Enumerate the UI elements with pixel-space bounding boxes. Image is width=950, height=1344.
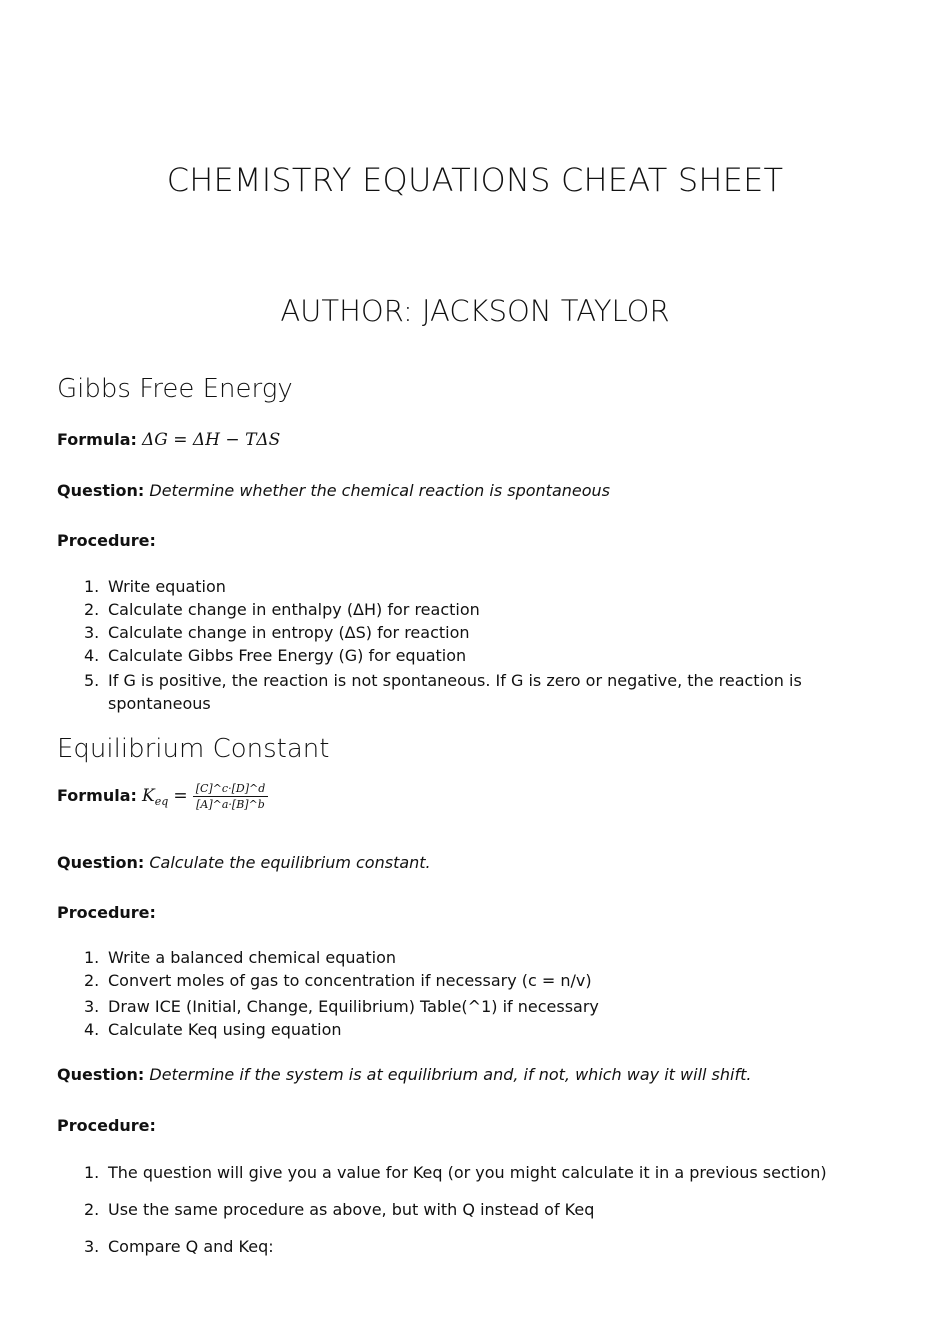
equilibrium-procedure-label-1: Procedure: bbox=[57, 903, 156, 922]
equilibrium-question-1: Calculate the equilibrium constant. bbox=[149, 853, 431, 872]
eq2-step-3: Compare Q and Keq: bbox=[108, 1237, 274, 1256]
formula-label: Formula: bbox=[57, 786, 137, 805]
keq-denominator: [A]^a·[B]^b bbox=[196, 798, 265, 811]
list-item: 4. Calculate Gibbs Free Energy (G) for equation bbox=[84, 646, 467, 665]
gibbs-step-2: Calculate change in enthalpy (ΔH) for reaction bbox=[108, 600, 480, 619]
equilibrium-question-2: Determine if the system is at equilibrium and, if not, which way it will shift. bbox=[149, 1065, 752, 1084]
question-label: Question: bbox=[57, 1065, 145, 1084]
document-author: AUTHOR: JACKSON TAYLOR bbox=[280, 294, 670, 328]
equilibrium-procedure-label-2: Procedure: bbox=[57, 1116, 156, 1135]
gibbs-procedure-label: Procedure: bbox=[57, 531, 156, 550]
gibbs-question: Determine whether the chemical reaction is spontaneous bbox=[149, 481, 610, 500]
question-label: Question: bbox=[57, 853, 145, 872]
gibbs-formula: ΔG = ΔH − TΔS bbox=[142, 430, 281, 450]
list-item: 1. Write a balanced chemical equation bbox=[84, 948, 396, 967]
equilibrium-question-line-1 bbox=[57, 853, 431, 872]
keq-fraction bbox=[193, 782, 269, 811]
equilibrium-question-line-2 bbox=[57, 1065, 751, 1084]
keq-numerator: [C]^c·[D]^d bbox=[193, 782, 269, 797]
eq-step-2: Convert moles of gas to concentration if necessary (c = n/v) bbox=[108, 971, 592, 990]
list-item: 3. Calculate change in entropy (ΔS) for reaction bbox=[84, 623, 470, 642]
formula-label: Formula: bbox=[57, 430, 137, 449]
list-item: 2. Use the same procedure as above, but with Q instead of Keq bbox=[84, 1200, 595, 1219]
section-heading-equilibrium: Equilibrium Constant bbox=[57, 734, 330, 764]
gibbs-question-line bbox=[57, 481, 610, 500]
question-label: Question: bbox=[57, 481, 145, 500]
list-item: 5. If G is positive, the reaction is not spontaneous. If G is zero or negative, the reaction is spontaneous bbox=[84, 671, 802, 713]
list-item: 3. Compare Q and Keq: bbox=[84, 1237, 274, 1256]
document-title: CHEMISTRY EQUATIONS CHEAT SHEET bbox=[166, 161, 784, 199]
list-item: 1. The question will give you a value for Keq (or you might calculate it in a previous section) bbox=[84, 1163, 827, 1182]
eq-step-3: Draw ICE (Initial, Change, Equilibrium) Table(^1) if necessary bbox=[108, 997, 599, 1016]
section-heading-gibbs: Gibbs Free Energy bbox=[57, 374, 293, 404]
list-item: 4. Calculate Keq using equation bbox=[84, 1020, 342, 1039]
gibbs-formula-line bbox=[57, 430, 280, 450]
list-item: 2. Calculate change in enthalpy (ΔH) for reaction bbox=[84, 600, 480, 619]
eq2-step-2: Use the same procedure as above, but with Q instead of Keq bbox=[108, 1200, 595, 1219]
list-item: 3. Draw ICE (Initial, Change, Equilibrium) Table(^1) if necessary bbox=[84, 997, 599, 1016]
eq2-step-1: The question will give you a value for Keq (or you might calculate it in a previous section) bbox=[108, 1163, 827, 1182]
gibbs-step-4: Calculate Gibbs Free Energy (G) for equation bbox=[108, 646, 467, 665]
keq-symbol: K bbox=[142, 786, 155, 806]
gibbs-step-1: Write equation bbox=[108, 577, 226, 596]
list-item: 2. Convert moles of gas to concentration if necessary (c = n/v) bbox=[84, 971, 592, 990]
gibbs-step-5: If G is positive, the reaction is not spontaneous. If G is zero or negative, the reaction is spontaneous bbox=[108, 671, 802, 713]
gibbs-step-3: Calculate change in entropy (ΔS) for reaction bbox=[108, 623, 470, 642]
eq-step-4: Calculate Keq using equation bbox=[108, 1020, 342, 1039]
list-item: 1. Write equation bbox=[84, 577, 226, 596]
equilibrium-formula-line: Formula: $K_{eq}$ = $\frac{[C]\^{}c\cdot[D]\^{}d}{[A]\^{}a\cdot[B]\^{}b}$ bbox=[57, 782, 268, 811]
eq-step-1: Write a balanced chemical equation bbox=[108, 948, 396, 967]
